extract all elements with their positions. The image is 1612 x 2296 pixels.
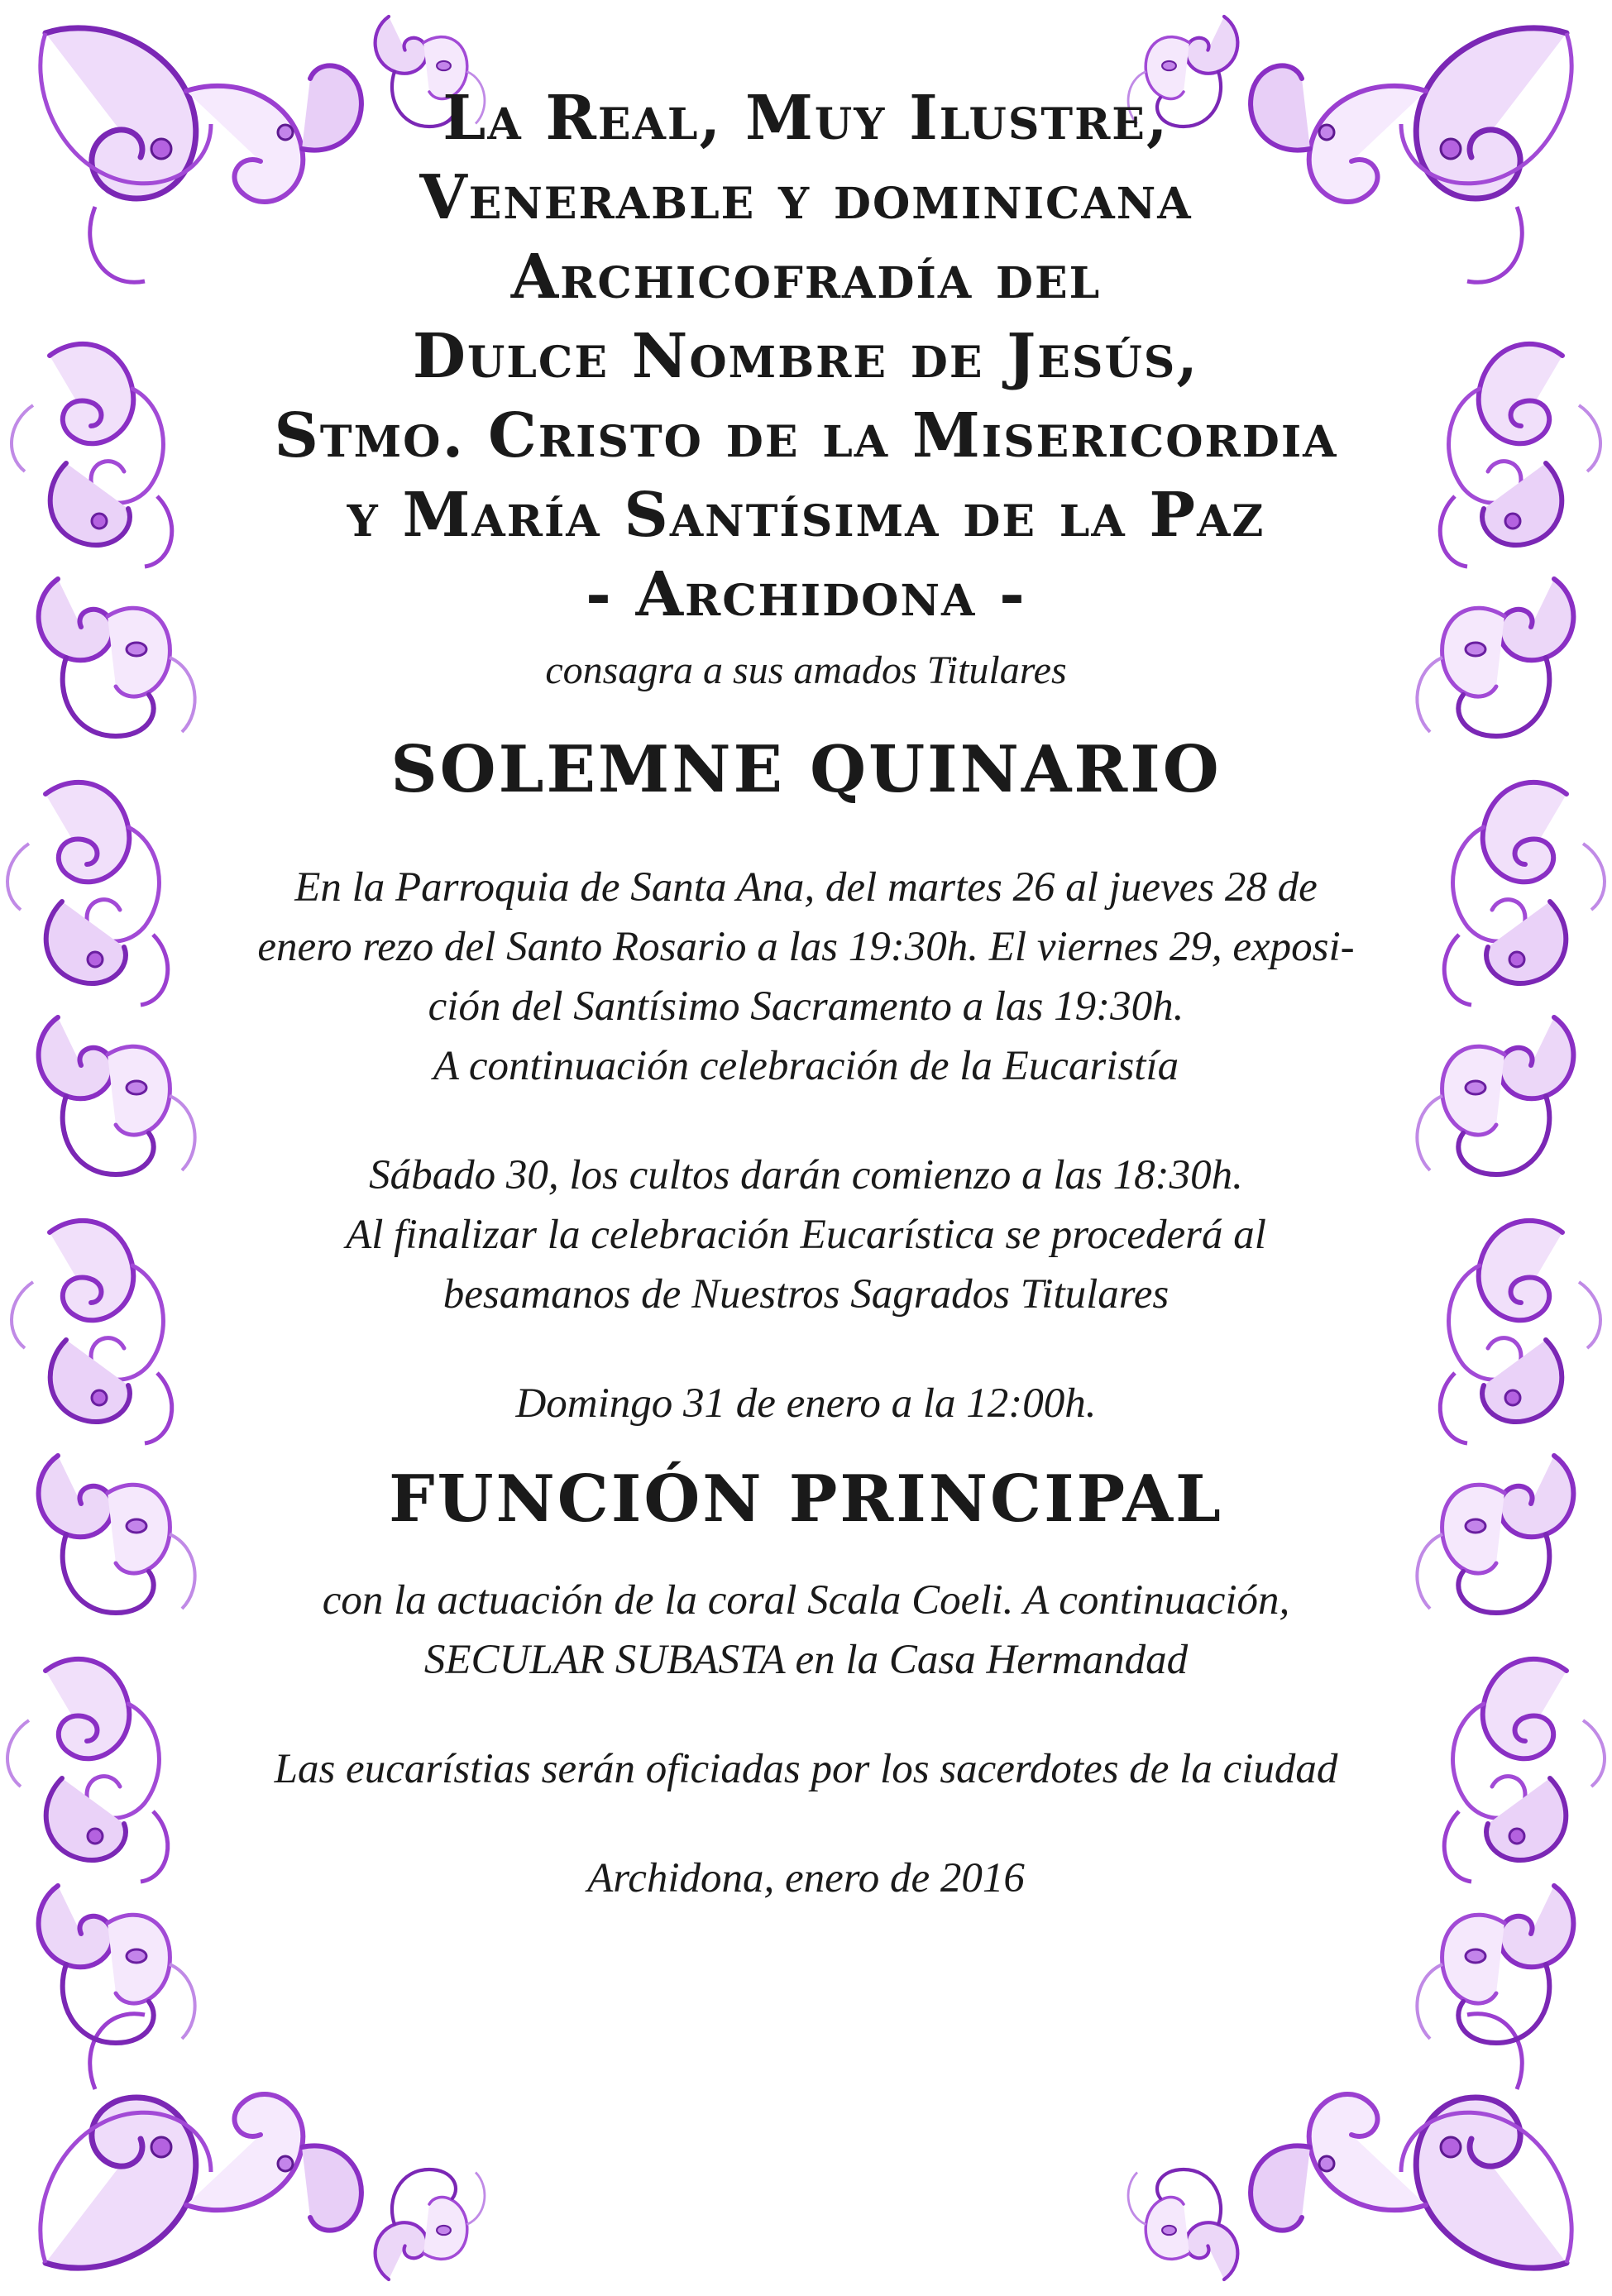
footer-line: Archidona, enero de 2016: [587, 1855, 1025, 1901]
body-line: Sábado 30, los cultos darán comienzo a las 18:30h.: [369, 1152, 1243, 1198]
heading-line: Dulce Nombre de Jesús,: [412, 321, 1200, 392]
body-line: Al finalizar la celebración Eucarística se procederá al: [346, 1212, 1266, 1258]
left-border-ornament: [7, 344, 195, 2043]
right-border-ornament: [1417, 344, 1605, 2043]
saturday-paragraph: [190, 1146, 1422, 1324]
heading-line: Venerable y dominicana: [419, 162, 1193, 233]
corner-bottom-left-ornament: [41, 2014, 361, 2268]
bottom-border-ornament: [375, 2169, 1238, 2279]
sunday-paragraph: [190, 1374, 1422, 1433]
funcion-paragraph: [190, 1571, 1422, 1690]
heading-line: Archicofradía del: [510, 242, 1102, 313]
brotherhood-heading: [190, 79, 1422, 634]
funcion-principal-title: FUNCIÓN PRINCIPAL: [389, 1461, 1223, 1537]
body-line: con la actuación de la coral Scala Coeli. A continuación,: [322, 1577, 1290, 1624]
corner-bottom-right-ornament: [1251, 2014, 1571, 2268]
body-line: SECULAR SUBASTA en la Casa Hermandad: [423, 1637, 1189, 1683]
body-line: Domingo 31 de enero a la 12:00h.: [515, 1380, 1097, 1427]
celebrants-note: [190, 1739, 1422, 1799]
place-date-footer: [190, 1849, 1422, 1908]
dedication-text: consagra a sus amados Titulares: [545, 648, 1067, 692]
body-line: A continuación celebración de la Eucaristía: [433, 1043, 1179, 1089]
body-line: En la Parroquia de Santa Ana, del martes 26 al jueves 28 de: [294, 864, 1318, 911]
quinario-title: SOLEMNE QUINARIO: [390, 732, 1222, 807]
body-line: ción del Santísimo Sacramento a las 19:30h.: [428, 983, 1184, 1030]
heading-line: y María Santísima de la Paz: [347, 480, 1265, 551]
heading-line: Stmo. Cristo de la Misericordia: [274, 400, 1338, 471]
poster-content: [190, 79, 1422, 1908]
body-line: besamanos de Nuestros Sagrados Titulares: [442, 1271, 1170, 1318]
heading-line-city: - Archidona -: [586, 559, 1026, 630]
body-line: Las eucarístias serán oficiadas por los sacerdotes de la ciudad: [274, 1746, 1338, 1792]
heading-line: La Real, Muy Ilustre,: [442, 83, 1170, 154]
body-line: enero rezo del Santo Rosario a las 19:30h. El viernes 29, exposi-: [257, 924, 1355, 970]
quinario-schedule-paragraph: [190, 858, 1422, 1096]
